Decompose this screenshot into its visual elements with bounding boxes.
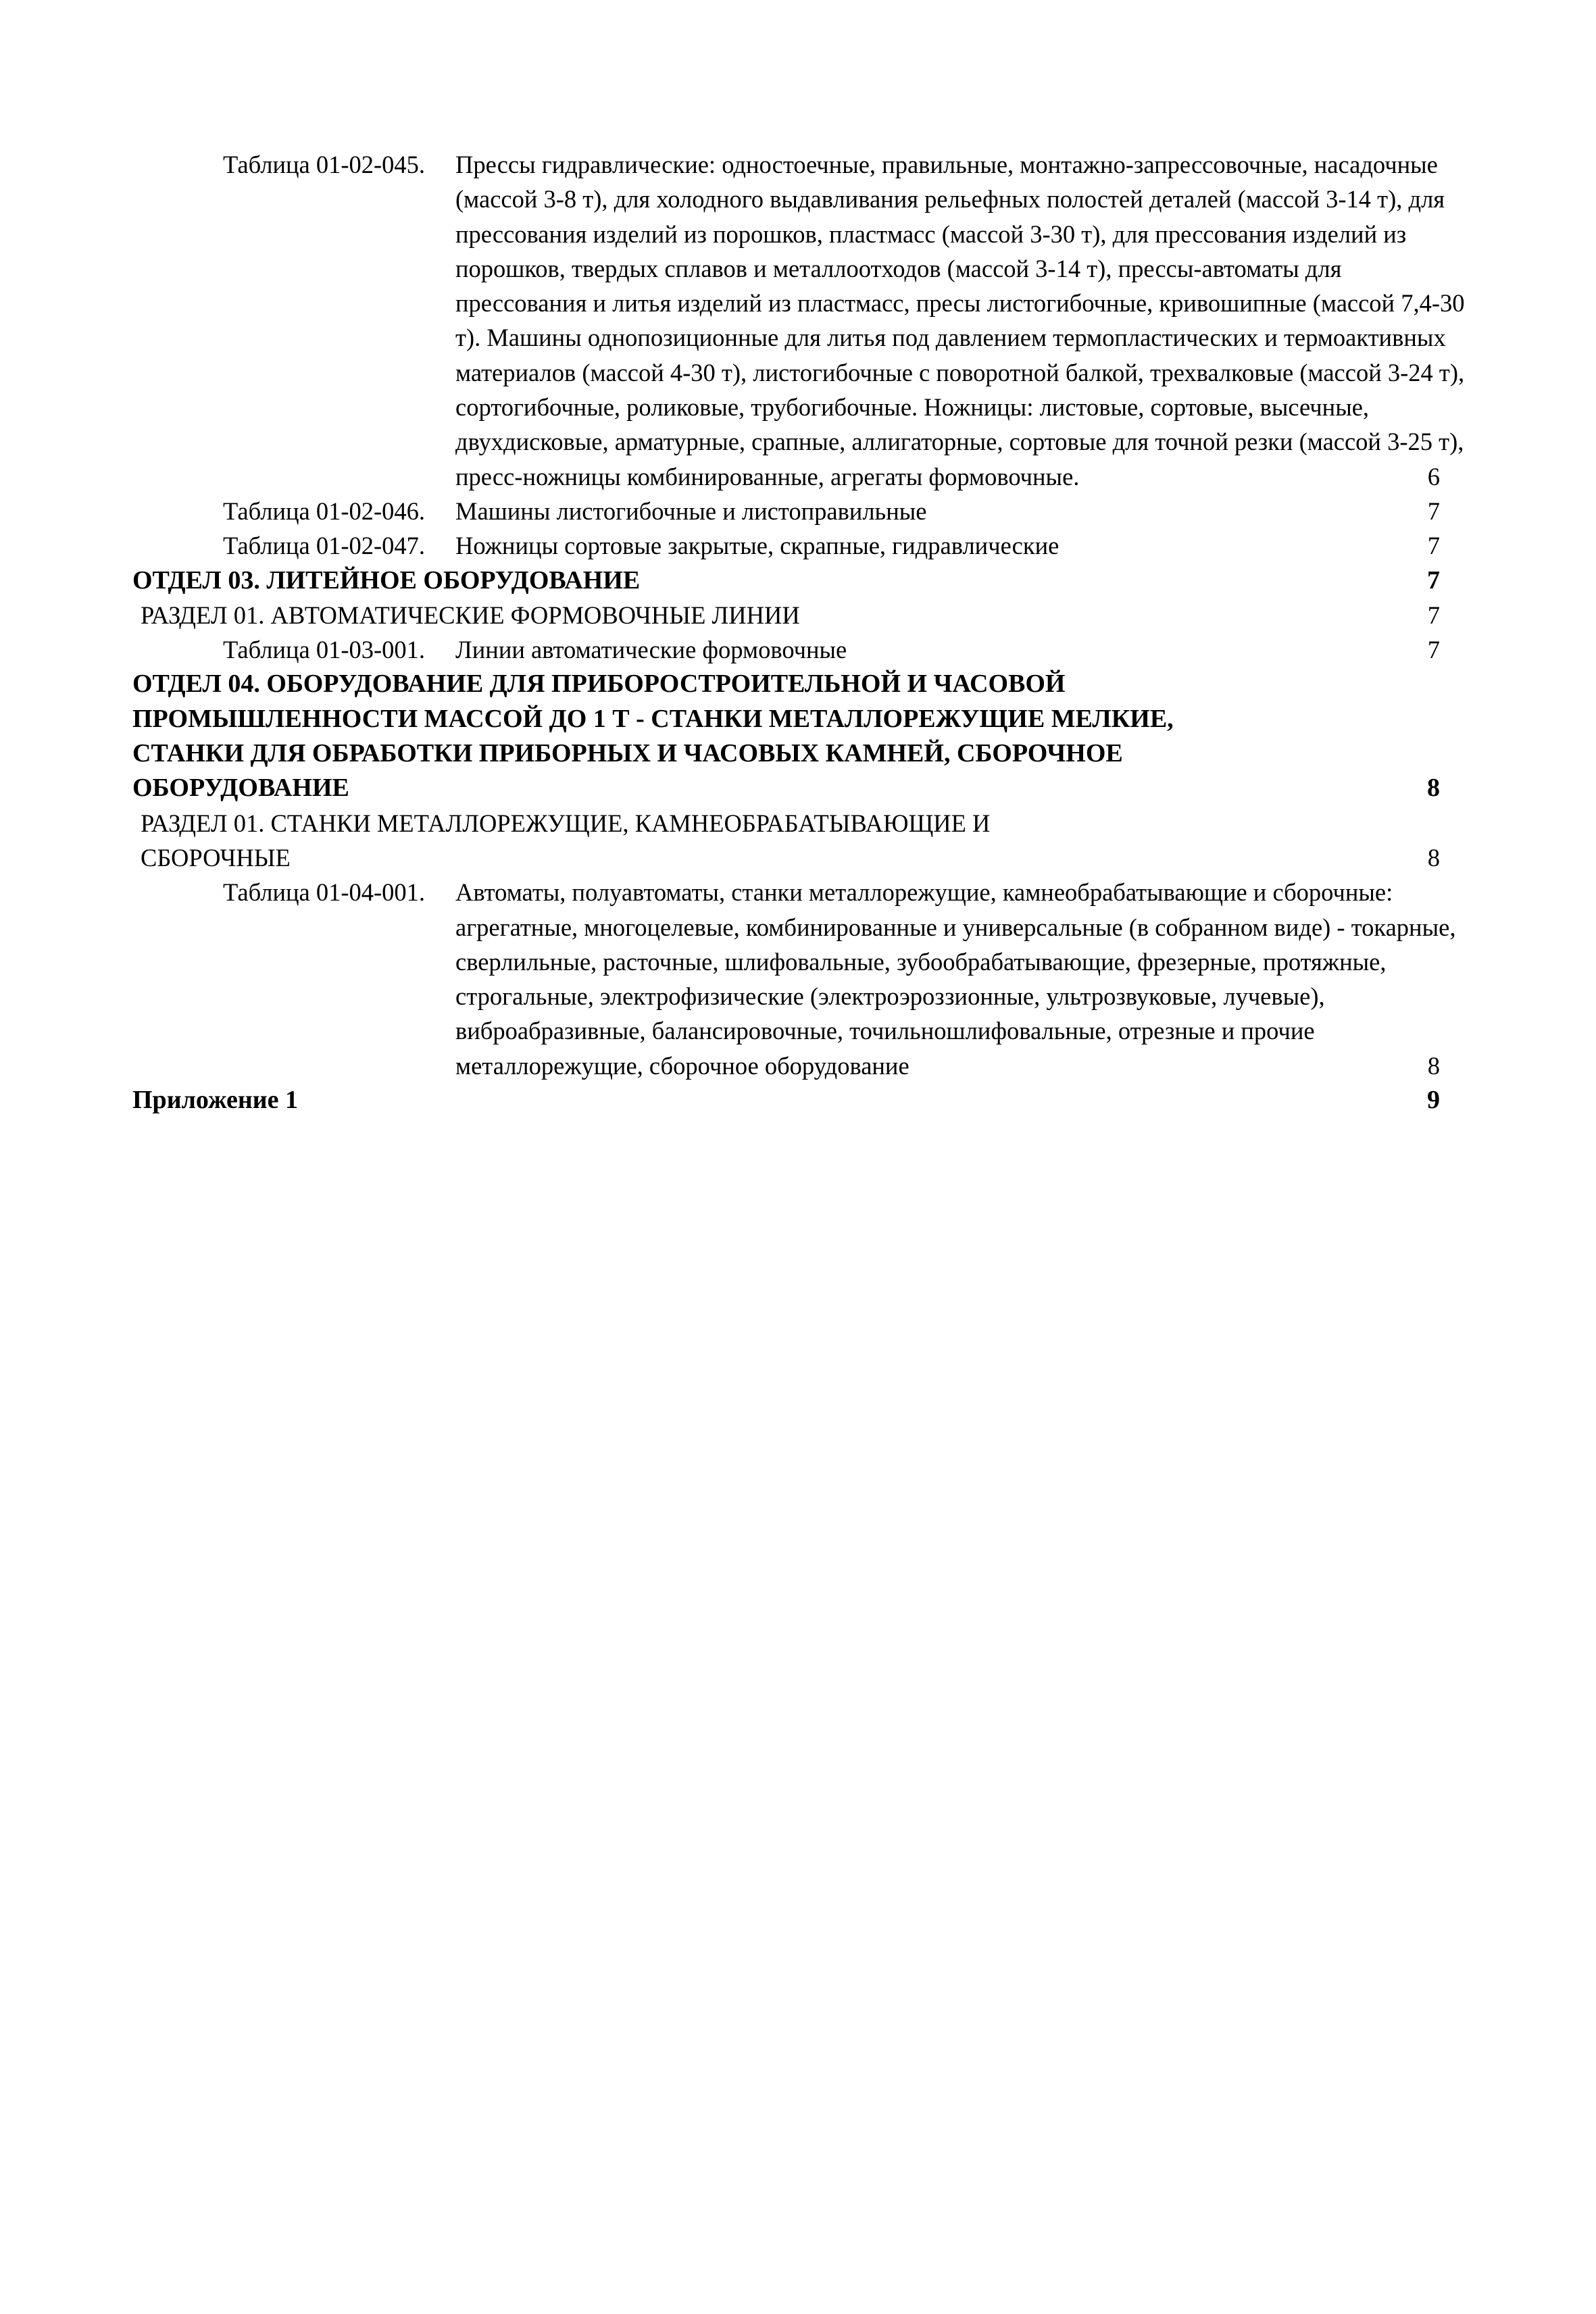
toc-entry-title: Автоматы, полуавтоматы, станки металлорежущие, камнеобрабатывающие и сборочные: агрегатные, многоцелевые, комбинированные и универсальные (в собранном виде) - токарные, сверлильные, расточные, шлифовальные, зубообрабатывающие, фрезерные, протяжные, строгальные, электрофизические (электроэроззионные, ультрозвуковые, лучевые), виброабразивные, балансировочные, точильношлифовальные, отрезные и прочие металлорежущие, сборочное оборудование xyxy=(455,878,1456,1080)
toc-table-label: Таблица 01-03-001. xyxy=(223,636,426,664)
toc-page-number: 7 xyxy=(1427,497,1440,525)
toc-page-number: 7 xyxy=(1427,565,1440,595)
toc-subsection-title: РАЗДЕЛ 01. АВТОМАТИЧЕСКИЕ ФОРМОВОЧНЫЕ ЛИНИИ xyxy=(141,601,800,629)
toc-table-label: Таблица 01-02-045. xyxy=(223,151,426,178)
toc-page-number: 8 xyxy=(1427,843,1440,872)
toc-table-label: Таблица 01-02-047. xyxy=(223,532,426,560)
toc-entry-title: Прессы гидравлические: одностоечные, правильные, монтажно-запрессовочные, насадочные (массой 3-8 т), для холодного выдавливания рельефных полостей деталей (массой 3-14 т), для прессования изделий из порошков, пластмасс (массой 3-30 т), для прессования изделий из порошков, твердых сплавов и металлоотходов (массой 3-14 т), прессы-автоматы для прессования и литья изделий из пластмасс, пресы листогибочные, кривошипные (массой 7,4-30 т). Машины однопозиционные для литья под давлением термопластических и термоактивных материалов (массой 4-30 т), листогибочные с поворотной балкой, трехвалковые (массой 3-24 т), сортогибочные, роликовые, трубогибочные. Ножницы: листовые, сортовые, высечные, двухдисковые, арматурные, срапные, аллигаторные, сортовые для точной резки (массой 3-25 т), пресс-ножницы комбинированные, агрегаты формовочные. xyxy=(455,151,1465,491)
toc-page-number: 9 xyxy=(1427,1086,1440,1115)
toc-table-label: Таблица 01-04-001. xyxy=(223,878,426,907)
toc-entry-otdel-04[interactable] xyxy=(132,667,1440,805)
toc-entry-title: Машины листогибочные и листоправильные xyxy=(455,497,927,525)
toc-entry-table-01-03-001[interactable] xyxy=(132,632,1440,667)
toc-entry-otdel-03[interactable] xyxy=(132,563,1440,598)
toc-page-number: 8 xyxy=(1427,774,1440,803)
toc-page-number: 6 xyxy=(1427,462,1440,491)
toc-section-title: ОТДЕЛ 03. ЛИТЕЙНОЕ ОБОРУДОВАНИЕ xyxy=(132,565,641,595)
toc-entry-table-01-02-046[interactable] xyxy=(132,494,1440,528)
toc-entry-title: Ножницы сортовые закрытые, скрапные, гидравлические xyxy=(455,532,1059,560)
toc-table-label: Таблица 01-02-046. xyxy=(223,497,426,525)
toc-page-number: 7 xyxy=(1427,636,1440,664)
toc-entry-appendix-1[interactable] xyxy=(132,1083,1440,1117)
toc-subsection-title: РАЗДЕЛ 01. СТАНКИ МЕТАЛЛОРЕЖУЩИЕ, КАМНЕОБРАБАТЫВАЮЩИЕ И СБОРОЧНЫЕ xyxy=(141,809,991,872)
toc-entry-table-01-02-047[interactable] xyxy=(132,528,1440,563)
toc-page-number: 8 xyxy=(1427,1051,1440,1080)
toc-entry-table-01-02-045[interactable] xyxy=(132,147,1465,494)
toc-appendix-title: Приложение 1 xyxy=(132,1086,299,1115)
toc-entry-razdel-01-machines[interactable] xyxy=(132,806,1440,876)
toc-page-number: 7 xyxy=(1427,532,1440,560)
toc-entry-title: Линии автоматические формовочные xyxy=(455,636,847,664)
toc-entry-razdel-01-lines[interactable] xyxy=(132,598,1440,632)
toc-entry-table-01-04-001[interactable] xyxy=(132,875,1456,1083)
table-of-contents xyxy=(132,147,1465,1117)
toc-page-number: 7 xyxy=(1427,601,1440,629)
toc-section-title: ОТДЕЛ 04. ОБОРУДОВАНИЕ ДЛЯ ПРИБОРОСТРОИТЕЛЬНОЙ И ЧАСОВОЙ ПРОМЫШЛЕННОСТИ МАССОЙ ДО 1 Т - СТАНКИ МЕТАЛЛОРЕЖУЩИЕ МЕЛКИЕ, СТАНКИ ДЛЯ ОБРАБОТКИ ПРИБОРНЫХ И ЧАСОВЫХ КАМНЕЙ, СБОРОЧНОЕ ОБОРУДОВАНИЕ xyxy=(132,670,1174,803)
